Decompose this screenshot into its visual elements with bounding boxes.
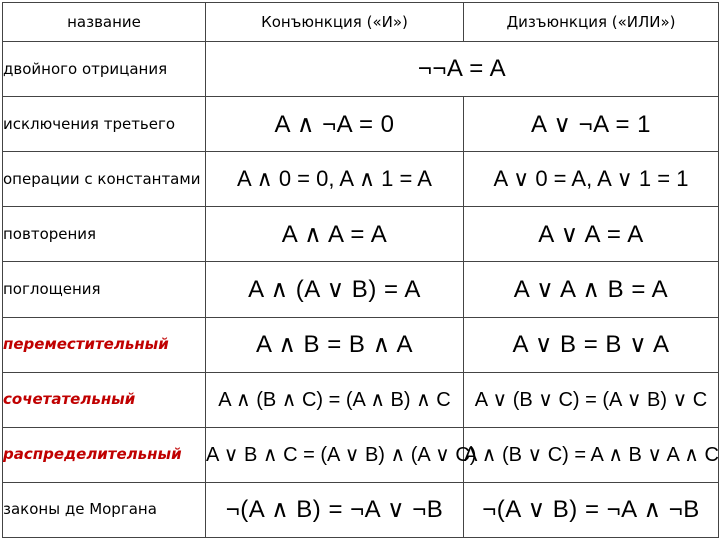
table-row bbox=[3, 97, 719, 152]
table-row bbox=[3, 482, 719, 537]
table-row bbox=[3, 372, 719, 427]
conjunction-formula: A ∧ B = B ∧ A bbox=[206, 317, 464, 372]
law-name: поглощения bbox=[3, 262, 206, 317]
table-row bbox=[3, 262, 719, 317]
conjunction-formula: A ∨ B ∧ C = (A ∨ B) ∧ (A ∨ C) bbox=[206, 427, 464, 482]
law-name: переместительный bbox=[3, 317, 206, 372]
disjunction-formula: A ∨ A = A bbox=[464, 207, 719, 262]
conjunction-formula: A ∧ 0 = 0, A ∧ 1 = A bbox=[206, 152, 464, 207]
table-row bbox=[3, 207, 719, 262]
disjunction-formula: A ∨ A ∧ B = A bbox=[464, 262, 719, 317]
table-row bbox=[3, 317, 719, 372]
disjunction-formula: A ∨ ¬A = 1 bbox=[464, 97, 719, 152]
disjunction-formula: A ∨ 0 = A, A ∨ 1 = 1 bbox=[464, 152, 719, 207]
conjunction-formula: ¬(A ∧ B) = ¬A ∨ ¬B bbox=[206, 482, 464, 537]
law-name: исключения третьего bbox=[3, 97, 206, 152]
law-formula-merged: ¬¬A = A bbox=[206, 42, 719, 97]
disjunction-formula: A ∨ (B ∨ C) = (A ∨ B) ∨ C bbox=[464, 372, 719, 427]
conjunction-formula: A ∧ ¬A = 0 bbox=[206, 97, 464, 152]
logic-laws-table bbox=[2, 2, 719, 538]
table-row bbox=[3, 42, 719, 97]
law-name: сочетательный bbox=[3, 372, 206, 427]
conjunction-formula: A ∧ A = A bbox=[206, 207, 464, 262]
law-name: законы де Моргана bbox=[3, 482, 206, 537]
header-disjunction: Дизъюнкция («ИЛИ») bbox=[464, 3, 719, 42]
table-row bbox=[3, 427, 719, 482]
disjunction-formula: A ∨ B = B ∨ A bbox=[464, 317, 719, 372]
law-name: повторения bbox=[3, 207, 206, 262]
conjunction-formula: A ∧ (B ∧ C) = (A ∧ B) ∧ C bbox=[206, 372, 464, 427]
disjunction-formula: A ∧ (B ∨ C) = A ∧ B ∨ A ∧ C bbox=[464, 427, 719, 482]
law-name: операции с константами bbox=[3, 152, 206, 207]
disjunction-formula: ¬(A ∨ B) = ¬A ∧ ¬B bbox=[464, 482, 719, 537]
law-name: распределительный bbox=[3, 427, 206, 482]
header-row bbox=[3, 3, 719, 42]
header-name: название bbox=[3, 3, 206, 42]
law-name: двойного отрицания bbox=[3, 42, 206, 97]
conjunction-formula: A ∧ (A ∨ B) = A bbox=[206, 262, 464, 317]
header-conjunction: Конъюнкция («И») bbox=[206, 3, 464, 42]
table-row bbox=[3, 152, 719, 207]
